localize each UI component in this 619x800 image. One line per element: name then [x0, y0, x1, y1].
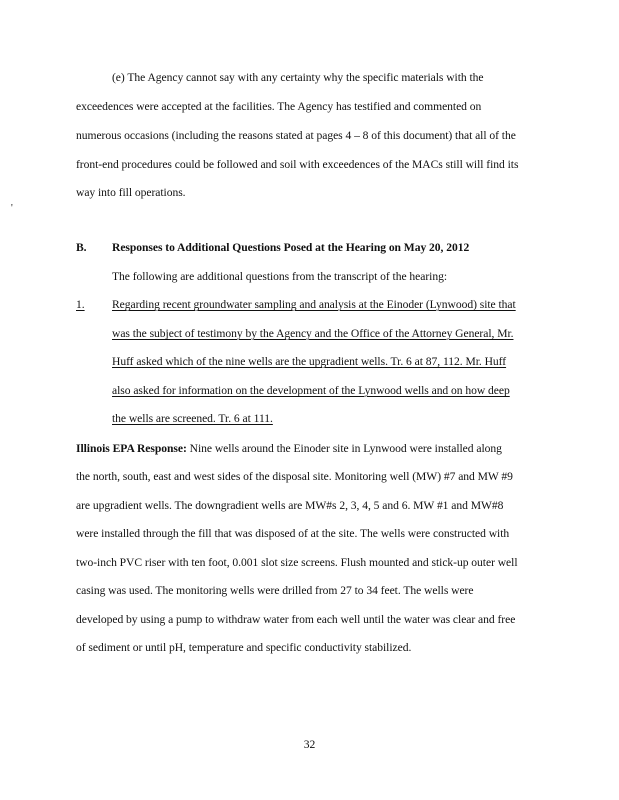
response-line-6: casing was used. The monitoring wells were drilled from 27 to 34 feet. The wells were [76, 584, 474, 597]
question-1-line-2: was the subject of testimony by the Agency and the Office of the Attorney General, Mr. [112, 327, 514, 340]
response-label: Illinois EPA Response: [76, 442, 187, 455]
response-line-7: developed by using a pump to withdraw water from each well until the water was clear and free [76, 613, 516, 626]
section-b-intro: The following are additional questions from the transcript of the hearing: [112, 270, 447, 283]
section-e-line-5: way into fill operations. [76, 186, 186, 199]
stray-mark: ' [11, 203, 13, 214]
response-line-2: the north, south, east and west sides of the disposal site. Monitoring well (MW) #7 and MW #9 [76, 470, 513, 483]
response-line-3: are upgradient wells. The downgradient wells are MW#s 2, 3, 4, 5 and 6. MW #1 and MW#8 [76, 499, 504, 512]
section-e-line-1: (e) The Agency cannot say with any certainty why the specific materials with the [112, 71, 484, 84]
section-e-line-4: front-end procedures could be followed and soil with exceedences of the MACs still will find its [76, 158, 519, 171]
question-1-line-5: the wells are screened. Tr. 6 at 111. [112, 412, 273, 425]
response-line-8: of sediment or until pH, temperature and specific conductivity stabilized. [76, 641, 412, 654]
page-number: 32 [303, 738, 316, 751]
question-1-line-4: also asked for information on the development of the Lynwood wells and on how deep [112, 384, 510, 397]
question-1-line-3: Huff asked which of the nine wells are the upgradient wells. Tr. 6 at 87, 112. Mr. Huff [112, 355, 507, 368]
question-1-number: 1. [76, 298, 85, 311]
section-b-heading: Responses to Additional Questions Posed at the Hearing on May 20, 2012 [112, 241, 470, 254]
response-line-4: were installed through the fill that was disposed of at the site. The wells were constructed with [76, 527, 510, 540]
question-1-line-1: Regarding recent groundwater sampling and analysis at the Einoder (Lynwood) site that [112, 298, 516, 311]
response-line-5: two-inch PVC riser with ten foot, 0.001 slot size screens. Flush mounted and stick-up outer well [76, 556, 518, 569]
response-first-line-rest: Nine wells around the Einoder site in Lynwood were installed along [186, 442, 502, 455]
section-e-line-3: numerous occasions (including the reasons stated at pages 4 – 8 of this document) that all of the [76, 129, 516, 142]
section-e-line-2: exceedences were accepted at the facilities. The Agency has testified and commented on [76, 100, 482, 113]
response-line-1 [76, 442, 502, 456]
section-b-label: B. [76, 241, 87, 254]
